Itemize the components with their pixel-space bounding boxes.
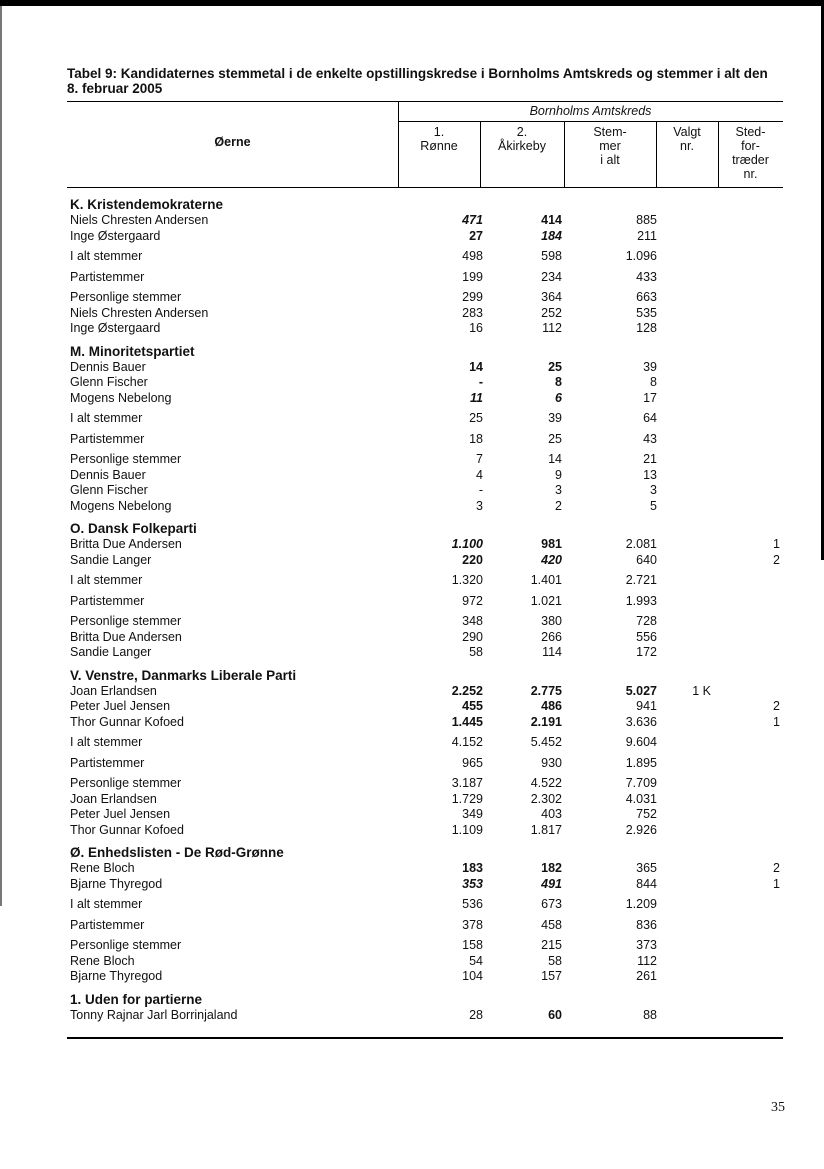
- row-label: Partistemmer: [70, 917, 145, 932]
- table-row: [67, 594, 783, 610]
- table-cell: 403: [541, 807, 562, 821]
- header-col-total: [564, 125, 656, 167]
- table-cell: 3: [650, 483, 657, 497]
- party-name: O. Dansk Folkeparti: [70, 521, 197, 536]
- table-cell: -: [478, 483, 483, 497]
- table-cell: 365: [636, 861, 657, 875]
- header-col-akirkeby: [480, 125, 564, 153]
- table-row: [67, 715, 783, 731]
- table-cell: 25: [548, 431, 562, 446]
- party-name: K. Kristendemokraterne: [70, 197, 224, 212]
- table-row: [67, 877, 783, 893]
- party-heading: [67, 343, 783, 360]
- header-col-line: Stem-: [593, 125, 627, 139]
- row-label: Partistemmer: [70, 431, 145, 446]
- table-cell: 1 K: [692, 683, 711, 698]
- header-col-line: nr.: [743, 167, 758, 181]
- table-cell: 598: [541, 249, 562, 263]
- table-cell: 498: [462, 249, 483, 263]
- table-cell: 836: [636, 917, 657, 932]
- table-cell: 930: [541, 755, 562, 770]
- table-row: [67, 630, 783, 646]
- row-label: Partistemmer: [70, 593, 145, 608]
- table-row: [67, 537, 783, 553]
- row-label: Sandie Langer: [70, 645, 152, 659]
- table-row: [67, 807, 783, 823]
- table-row: [67, 213, 783, 229]
- party-name: M. Minoritetspartiet: [70, 343, 195, 359]
- header-group-label: Bornholms Amtskreds: [529, 104, 652, 118]
- table-cell: 158: [462, 938, 483, 952]
- row-label: Tonny Rajnar Jarl Borrinjaland: [70, 1007, 238, 1022]
- table-cell: 6: [555, 390, 562, 405]
- table-cell: -: [478, 375, 483, 389]
- table-cell: 349: [462, 807, 483, 821]
- table-cell: 4.152: [451, 735, 483, 749]
- table-cell: 471: [462, 213, 483, 227]
- table-row: [67, 452, 783, 468]
- table-cell: 16: [469, 321, 483, 335]
- table-cell: 182: [541, 861, 562, 875]
- header-col-number: 1.: [433, 125, 445, 139]
- table-row: [67, 897, 783, 913]
- table-row: [67, 249, 783, 265]
- table-cell: 3: [555, 483, 562, 497]
- row-label: I alt stemmer: [70, 573, 143, 587]
- table-cell: 1.320: [451, 573, 483, 587]
- party-heading: [67, 991, 783, 1008]
- table-cell: 58: [548, 953, 562, 968]
- table-row: [67, 938, 783, 954]
- table-cell: 844: [636, 876, 657, 891]
- table-row: [67, 499, 783, 515]
- table-row: [67, 699, 783, 715]
- table-row: [67, 483, 783, 499]
- table-cell: 5.452: [530, 735, 562, 749]
- header-col-line: træder: [732, 153, 769, 167]
- row-label: Rene Bloch: [70, 953, 135, 968]
- table-cell: 184: [541, 228, 562, 243]
- table-cell: 348: [462, 614, 483, 628]
- table-cell: 941: [636, 699, 657, 713]
- table-row: [67, 229, 783, 245]
- table-cell: 8: [650, 375, 657, 389]
- header-col-elected: [656, 125, 718, 153]
- table-cell: 220: [462, 552, 483, 567]
- table-cell: 5: [650, 498, 657, 513]
- table-cell: 2.081: [625, 537, 657, 551]
- row-label: Niels Chresten Andersen: [70, 213, 209, 227]
- table-row: [67, 553, 783, 569]
- table-cell: 536: [462, 897, 483, 911]
- row-label: Joan Erlandsen: [70, 683, 157, 698]
- table-cell: 14: [548, 452, 562, 466]
- table-cell: 1.109: [451, 822, 483, 837]
- table-cell: 252: [541, 305, 562, 320]
- header-bottom-rule: [67, 187, 783, 188]
- page-top-border: [0, 0, 824, 6]
- row-label: Bjarne Thyregod: [70, 969, 163, 983]
- table-cell: 28: [469, 1007, 483, 1022]
- table-cell: 13: [643, 467, 657, 482]
- row-label: Glenn Fischer: [70, 375, 148, 389]
- table-cell: 266: [541, 629, 562, 644]
- table-row: [67, 573, 783, 589]
- table-cell: 5.027: [625, 683, 657, 698]
- table-cell: 4: [476, 467, 483, 482]
- row-label: Bjarne Thyregod: [70, 876, 163, 891]
- row-label: Inge Østergaard: [70, 321, 161, 335]
- row-label: Joan Erlandsen: [70, 791, 157, 806]
- table-cell: 752: [636, 807, 657, 821]
- table-title: Tabel 9: Kandidaternes stemmetal i de enkelte opstillingskredse i Bornholms Amtskreds og stemmer i alt den 8. februar 2005: [67, 66, 768, 96]
- row-label: Partistemmer: [70, 269, 145, 284]
- table-cell: 60: [548, 1007, 562, 1022]
- table-cell: 353: [462, 876, 483, 891]
- table-cell: 965: [462, 755, 483, 770]
- table-cell: 2.926: [625, 822, 657, 837]
- table-cell: 43: [643, 431, 657, 446]
- header-col-line: nr.: [680, 139, 694, 153]
- table-cell: 25: [469, 411, 483, 425]
- table-cell: 491: [541, 876, 562, 891]
- table-cell: 1.895: [625, 755, 657, 770]
- row-label: Personlige stemmer: [70, 938, 182, 952]
- header-col-line: for-: [741, 139, 760, 153]
- table-cell: 981: [541, 537, 562, 551]
- party-name: V. Venstre, Danmarks Liberale Parti: [70, 667, 297, 683]
- table-cell: 183: [462, 861, 483, 875]
- table-cell: 157: [541, 969, 562, 983]
- party-heading: [67, 520, 783, 537]
- row-label: Peter Juel Jensen: [70, 699, 171, 713]
- table-cell: 215: [541, 938, 562, 952]
- header-col-line: Valgt: [673, 125, 701, 139]
- header-group-rule: [398, 121, 783, 122]
- table-cell: 2.775: [530, 683, 562, 698]
- table-cell: 104: [462, 969, 483, 983]
- table-cell: 9: [555, 467, 562, 482]
- row-label: Mogens Nebelong: [70, 390, 172, 405]
- table-cell: 420: [541, 552, 562, 567]
- table-row: [67, 375, 783, 391]
- table-cell: 1.096: [625, 249, 657, 263]
- table-cell: 3.187: [451, 776, 483, 790]
- table-cell: 2: [773, 861, 780, 875]
- table-row: [67, 1008, 783, 1024]
- table-cell: 673: [541, 897, 562, 911]
- header-col-ronne: [398, 125, 480, 153]
- table-cell: 25: [548, 359, 562, 374]
- header-col-name: Åkirkeby: [498, 139, 546, 153]
- row-label: I alt stemmer: [70, 411, 143, 425]
- table-row: [67, 391, 783, 407]
- table-cell: 2: [555, 498, 562, 513]
- table-row: [67, 756, 783, 772]
- table-cell: 2.302: [530, 791, 562, 806]
- header-col-substitute: [718, 125, 783, 181]
- table-row: [67, 321, 783, 337]
- table-cell: 299: [462, 290, 483, 304]
- row-label: Inge Østergaard: [70, 228, 161, 243]
- header-col-number: 2.: [516, 125, 528, 139]
- table-cell: 39: [548, 411, 562, 425]
- table-cell: 17: [643, 390, 657, 405]
- table-bottom-rule: [67, 1037, 783, 1039]
- table-cell: 378: [462, 917, 483, 932]
- table-row: [67, 918, 783, 934]
- table-cell: 663: [636, 290, 657, 304]
- table-cell: 58: [469, 645, 483, 659]
- table-cell: 290: [462, 629, 483, 644]
- header-col-line: i alt: [600, 153, 620, 167]
- row-label: Mogens Nebelong: [70, 498, 172, 513]
- row-label: I alt stemmer: [70, 249, 143, 263]
- row-label: Britta Due Andersen: [70, 537, 182, 551]
- table-cell: 414: [541, 213, 562, 227]
- table-cell: 114: [542, 645, 562, 659]
- table-row: [67, 735, 783, 751]
- table-row: [67, 776, 783, 792]
- header-col-line: Sted-: [735, 125, 766, 139]
- table-row: [67, 792, 783, 808]
- table-cell: 18: [469, 431, 483, 446]
- table-cell: 1.993: [625, 593, 657, 608]
- row-label: Rene Bloch: [70, 861, 135, 875]
- table-cell: 455: [462, 699, 483, 713]
- table-cell: 556: [636, 629, 657, 644]
- table-cell: 1.100: [451, 537, 483, 551]
- table-cell: 7.709: [625, 776, 657, 790]
- table-row: [67, 823, 783, 839]
- table-row: [67, 861, 783, 877]
- table-cell: 88: [643, 1007, 657, 1022]
- table-row: [67, 969, 783, 985]
- table-cell: 2.252: [451, 683, 483, 698]
- party-name: 1. Uden for partierne: [70, 991, 203, 1007]
- table-cell: 4.031: [625, 791, 657, 806]
- row-label: Glenn Fischer: [70, 483, 148, 497]
- table-cell: 261: [636, 969, 657, 983]
- table-cell: 283: [462, 305, 483, 320]
- party-heading: [67, 196, 783, 213]
- table-cell: 211: [637, 228, 657, 243]
- table-row: [67, 432, 783, 448]
- table-cell: 2.721: [625, 573, 657, 587]
- table-cell: 2.191: [530, 714, 562, 729]
- table-cell: 1: [773, 537, 780, 551]
- table-cell: 234: [541, 269, 562, 284]
- row-label: Personlige stemmer: [70, 290, 182, 304]
- row-label: I alt stemmer: [70, 897, 143, 911]
- table-cell: 1: [773, 876, 780, 891]
- party-heading: [67, 667, 783, 684]
- row-label: Personlige stemmer: [70, 776, 182, 790]
- table-cell: 364: [541, 290, 562, 304]
- row-label: Peter Juel Jensen: [70, 807, 171, 821]
- party-heading: [67, 844, 783, 861]
- table-cell: 1.209: [625, 897, 657, 911]
- row-label: Niels Chresten Andersen: [70, 305, 209, 320]
- table-row: [67, 360, 783, 376]
- table-cell: 1.401: [530, 573, 562, 587]
- table-row: [67, 684, 783, 700]
- row-label: Dennis Bauer: [70, 467, 146, 482]
- table-header: [67, 101, 783, 187]
- table-cell: 3: [476, 498, 483, 513]
- page-number: 35: [771, 1100, 785, 1115]
- page-left-edge: [0, 6, 2, 906]
- table-cell: 373: [636, 938, 657, 952]
- table-cell: 7: [476, 452, 483, 466]
- table-cell: 2: [773, 552, 780, 567]
- header-row-label: Øerne: [214, 135, 251, 149]
- row-label: Thor Gunnar Kofoed: [70, 714, 184, 729]
- table-cell: 433: [636, 269, 657, 284]
- table-cell: 728: [636, 614, 657, 628]
- table-cell: 885: [636, 213, 657, 227]
- table-cell: 1.445: [451, 714, 483, 729]
- table-cell: 39: [643, 359, 657, 374]
- table-cell: 112: [637, 953, 657, 968]
- row-label: Dennis Bauer: [70, 359, 146, 374]
- table-cell: 486: [541, 699, 562, 713]
- table-cell: 3.636: [625, 714, 657, 729]
- table-cell: 9.604: [625, 735, 657, 749]
- table-cell: 1.021: [530, 593, 562, 608]
- table-cell: 458: [541, 917, 562, 932]
- table-row: [67, 411, 783, 427]
- party-name: Ø. Enhedslisten - De Rød-Grønne: [70, 845, 284, 860]
- header-col-line: mer: [599, 139, 621, 153]
- table-row: [67, 270, 783, 286]
- table-cell: 21: [643, 452, 657, 466]
- row-label: Thor Gunnar Kofoed: [70, 822, 184, 837]
- table-row: [67, 306, 783, 322]
- header-col-name: Rønne: [420, 139, 458, 153]
- table-cell: 1: [773, 714, 780, 729]
- table-cell: 199: [462, 269, 483, 284]
- header-top-rule: [67, 101, 783, 102]
- table-row: [67, 645, 783, 661]
- row-label: Britta Due Andersen: [70, 629, 182, 644]
- table-cell: 535: [636, 305, 657, 320]
- row-label: Personlige stemmer: [70, 614, 182, 628]
- row-label: Sandie Langer: [70, 552, 152, 567]
- row-label: Personlige stemmer: [70, 452, 182, 466]
- table-cell: 14: [469, 359, 483, 374]
- table-cell: 27: [469, 228, 483, 243]
- table-row: [67, 290, 783, 306]
- table-cell: 172: [636, 645, 657, 659]
- table-cell: 128: [636, 321, 657, 335]
- table-row: [67, 614, 783, 630]
- table-cell: 4.522: [530, 776, 562, 790]
- table-cell: 11: [470, 390, 483, 405]
- table-cell: 64: [643, 411, 657, 425]
- table-row: [67, 954, 783, 970]
- table-cell: 1.817: [530, 822, 562, 837]
- table-row: [67, 468, 783, 484]
- table-cell: 380: [541, 614, 562, 628]
- table-cell: 2: [773, 699, 780, 713]
- row-label: I alt stemmer: [70, 735, 143, 749]
- table-cell: 972: [462, 593, 483, 608]
- table-cell: 112: [542, 321, 562, 335]
- table-cell: 640: [636, 552, 657, 567]
- table-cell: 54: [469, 953, 483, 968]
- table-body: [67, 196, 783, 1023]
- row-label: Partistemmer: [70, 755, 145, 770]
- table-cell: 8: [555, 375, 562, 389]
- table-cell: 1.729: [451, 791, 483, 806]
